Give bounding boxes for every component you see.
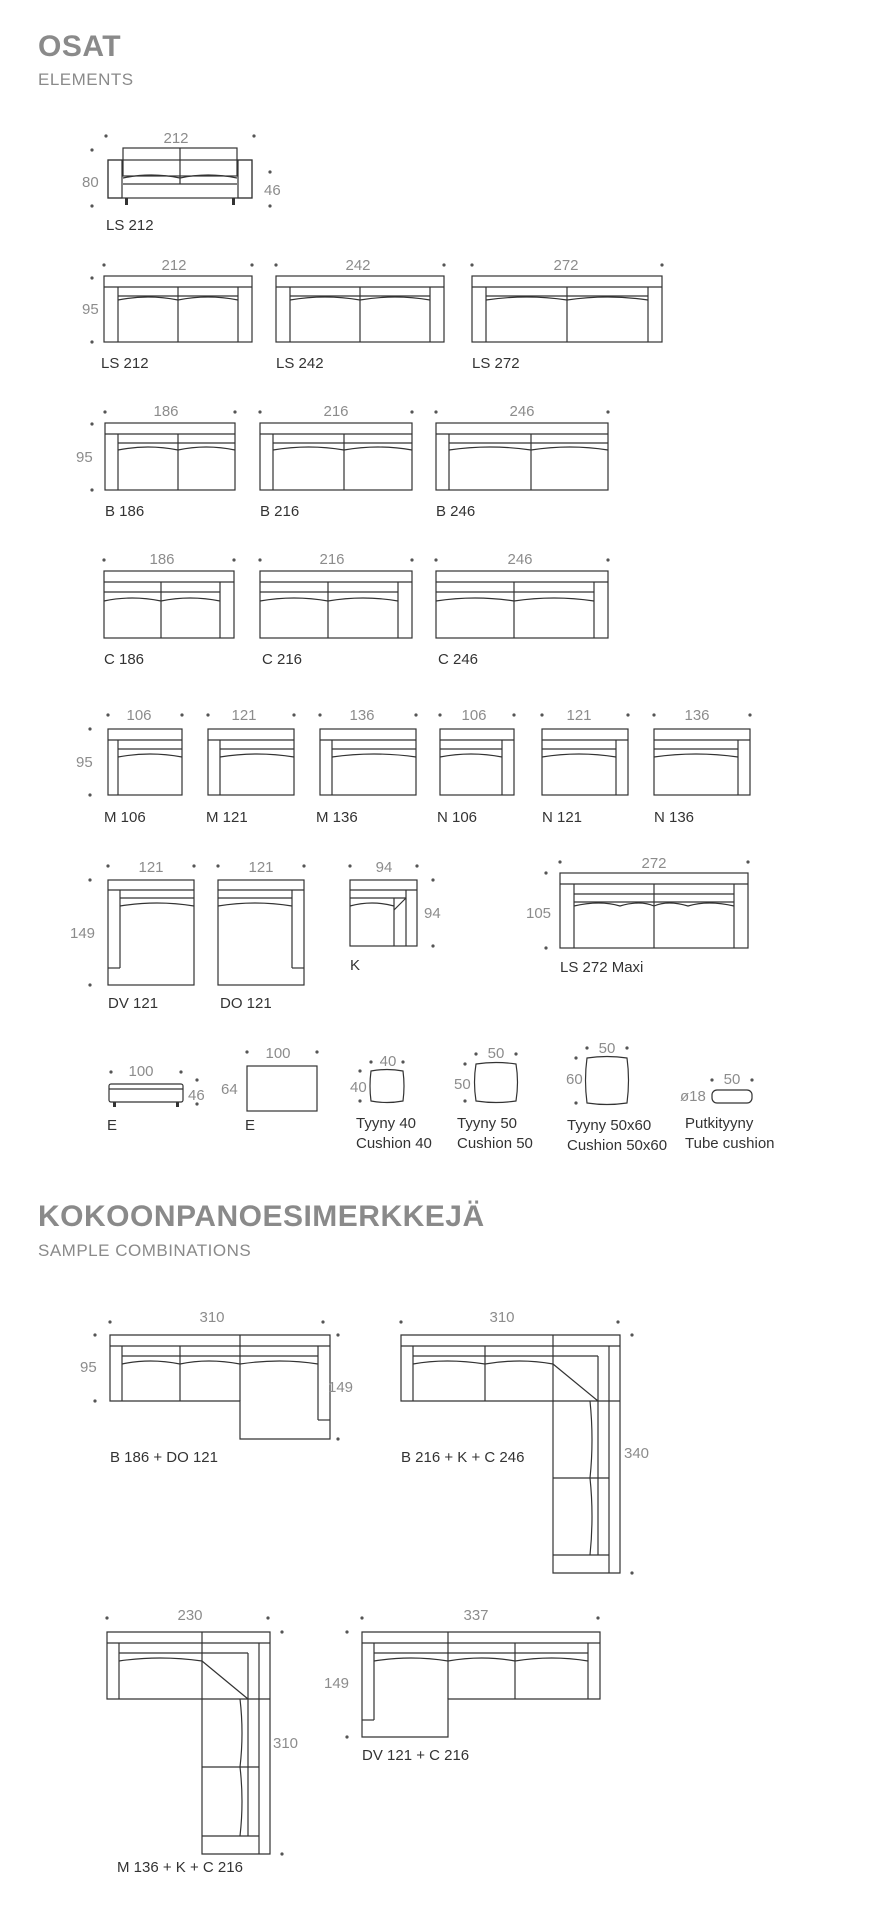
ls272-maxi-height: 105 [526, 905, 552, 922]
cushion50-height: 50 [454, 1076, 471, 1093]
ls272-label: LS 272 [472, 355, 520, 372]
row5-height: 95 [76, 754, 93, 771]
e-stool-top-label: E [245, 1117, 256, 1134]
b216-width: 216 [323, 403, 349, 420]
b246-width: 246 [509, 403, 535, 420]
do121-label: DO 121 [220, 995, 272, 1012]
ls272-width: 272 [553, 257, 579, 274]
row5-dots [88, 713, 751, 796]
cushion50-label-en: Cushion 50 [457, 1135, 533, 1152]
n121-width: 121 [566, 707, 592, 724]
b246-plan [436, 423, 608, 490]
n106-plan [440, 729, 514, 795]
row4-dots [102, 558, 609, 561]
combo4-width: 337 [463, 1607, 489, 1624]
m136-width: 136 [349, 707, 375, 724]
cushion5060-shape [586, 1057, 629, 1105]
cushion40-width: 40 [379, 1053, 397, 1070]
m106-width: 106 [126, 707, 152, 724]
m121-plan [208, 729, 294, 795]
cushion5060-height: 60 [566, 1071, 583, 1088]
combo3-label: M 136 + K + C 216 [117, 1859, 243, 1876]
elements-title: OSAT [38, 30, 122, 63]
cushion40-shape [370, 1070, 404, 1103]
combo1-height: 95 [80, 1359, 97, 1376]
b186-width: 186 [153, 403, 179, 420]
combo2-label: B 216 + K + C 246 [401, 1449, 525, 1466]
cushion40-label-en: Cushion 40 [356, 1135, 432, 1152]
row6-height: 149 [70, 925, 96, 942]
cushion50-width: 50 [487, 1045, 505, 1062]
c246-plan [436, 571, 608, 638]
cushion50-shape [475, 1063, 518, 1103]
n136-plan [654, 729, 750, 795]
m121-width: 121 [231, 707, 257, 724]
c216-width: 216 [319, 551, 345, 568]
cushion40-height: 40 [350, 1079, 367, 1096]
row7-dots [109, 1046, 753, 1105]
combo3-width: 230 [177, 1607, 203, 1624]
e-stool-label: E [107, 1117, 118, 1134]
combo4-height: 149 [324, 1675, 350, 1692]
m106-plan [108, 729, 182, 795]
combo1-drawing [110, 1335, 330, 1439]
n121-label: N 121 [542, 809, 583, 826]
combo2-width: 310 [489, 1309, 515, 1326]
elements-subtitle: ELEMENTS [38, 70, 134, 89]
c186-label: C 186 [104, 651, 145, 668]
ls212-plan [104, 276, 252, 342]
combo4-label: DV 121 + C 216 [362, 1747, 470, 1764]
combo1-dots [93, 1320, 339, 1440]
ls272-maxi-width: 272 [641, 855, 667, 872]
ls272-plan [472, 276, 662, 342]
n136-label: N 136 [654, 809, 695, 826]
e-stool-width: 100 [128, 1063, 154, 1080]
m136-plan [320, 729, 416, 795]
tube-cushion-width: 50 [723, 1071, 741, 1088]
row2-height: 95 [82, 301, 99, 318]
c216-plan [260, 571, 412, 638]
tube-cushion-label-en: Tube cushion [685, 1135, 775, 1152]
cushion5060-width: 50 [598, 1040, 616, 1057]
e-stool-top-depth: 64 [221, 1081, 238, 1098]
tube-cushion-shape [712, 1090, 752, 1103]
n121-plan [542, 729, 628, 795]
ls242-width: 242 [345, 257, 371, 274]
row3-height: 95 [76, 449, 93, 466]
c216-label: C 216 [262, 651, 303, 668]
n106-width: 106 [461, 707, 487, 724]
combo3-depth: 310 [273, 1735, 299, 1752]
c186-width: 186 [149, 551, 175, 568]
ls212-width: 212 [161, 257, 187, 274]
e-stool-front [109, 1084, 183, 1107]
cushion5060-label-en: Cushion 50x60 [567, 1137, 668, 1154]
e-stool-top [247, 1066, 317, 1111]
c246-width: 246 [507, 551, 533, 568]
m106-label: M 106 [104, 809, 146, 826]
ls212-top-seat-height: 46 [264, 182, 281, 199]
cushion40-label-fi: Tyyny 40 [356, 1115, 417, 1132]
combo4-drawing [362, 1632, 600, 1737]
b246-label: B 246 [436, 503, 476, 520]
do121-plan [218, 880, 304, 985]
ls272-maxi-label: LS 272 Maxi [560, 959, 644, 976]
combinations-subtitle: SAMPLE COMBINATIONS [38, 1241, 252, 1260]
ls212-top-label: LS 212 [106, 217, 154, 234]
combo2-depth: 340 [624, 1445, 650, 1462]
ls212-label: LS 212 [101, 355, 149, 372]
e-stool-top-width: 100 [265, 1045, 291, 1062]
ls242-label: LS 242 [276, 355, 324, 372]
ls272-maxi-plan [560, 873, 748, 948]
combo1-width: 310 [199, 1309, 225, 1326]
m136-label: M 136 [316, 809, 358, 826]
combinations-title: KOKOONPANOESIMERKKEJÄ [38, 1200, 485, 1233]
dv121-width: 121 [138, 859, 164, 876]
b216-plan [260, 423, 412, 490]
k-depth: 94 [424, 905, 441, 922]
c186-plan [104, 571, 234, 638]
m121-label: M 121 [206, 809, 248, 826]
dv121-label: DV 121 [108, 995, 159, 1012]
cushion5060-label-fi: Tyyny 50x60 [567, 1117, 652, 1134]
k-width: 94 [375, 859, 393, 876]
ls212-top-width: 212 [163, 130, 189, 147]
do121-width: 121 [248, 859, 274, 876]
combo3-dots [105, 1616, 283, 1855]
b216-label: B 216 [260, 503, 300, 520]
n136-width: 136 [684, 707, 710, 724]
ls212-top-height: 80 [82, 174, 99, 191]
row6-dots [88, 860, 749, 986]
combo4-dots [345, 1616, 599, 1738]
e-stool-height: 46 [188, 1087, 205, 1104]
ls242-plan [276, 276, 444, 342]
k-label: K [350, 957, 361, 974]
k-corner-plan [350, 880, 417, 946]
b186-label: B 186 [105, 503, 145, 520]
c246-label: C 246 [438, 651, 479, 668]
cushion50-label-fi: Tyyny 50 [457, 1115, 518, 1132]
tube-cushion-label-fi: Putkityyny [685, 1115, 754, 1132]
tube-cushion-diameter: ø18 [680, 1088, 706, 1105]
combo3-drawing [107, 1632, 270, 1854]
dv121-plan [108, 880, 194, 985]
n106-label: N 106 [437, 809, 478, 826]
combo1-label: B 186 + DO 121 [110, 1449, 218, 1466]
b186-plan [105, 423, 235, 490]
combo1-depth: 149 [328, 1379, 354, 1396]
